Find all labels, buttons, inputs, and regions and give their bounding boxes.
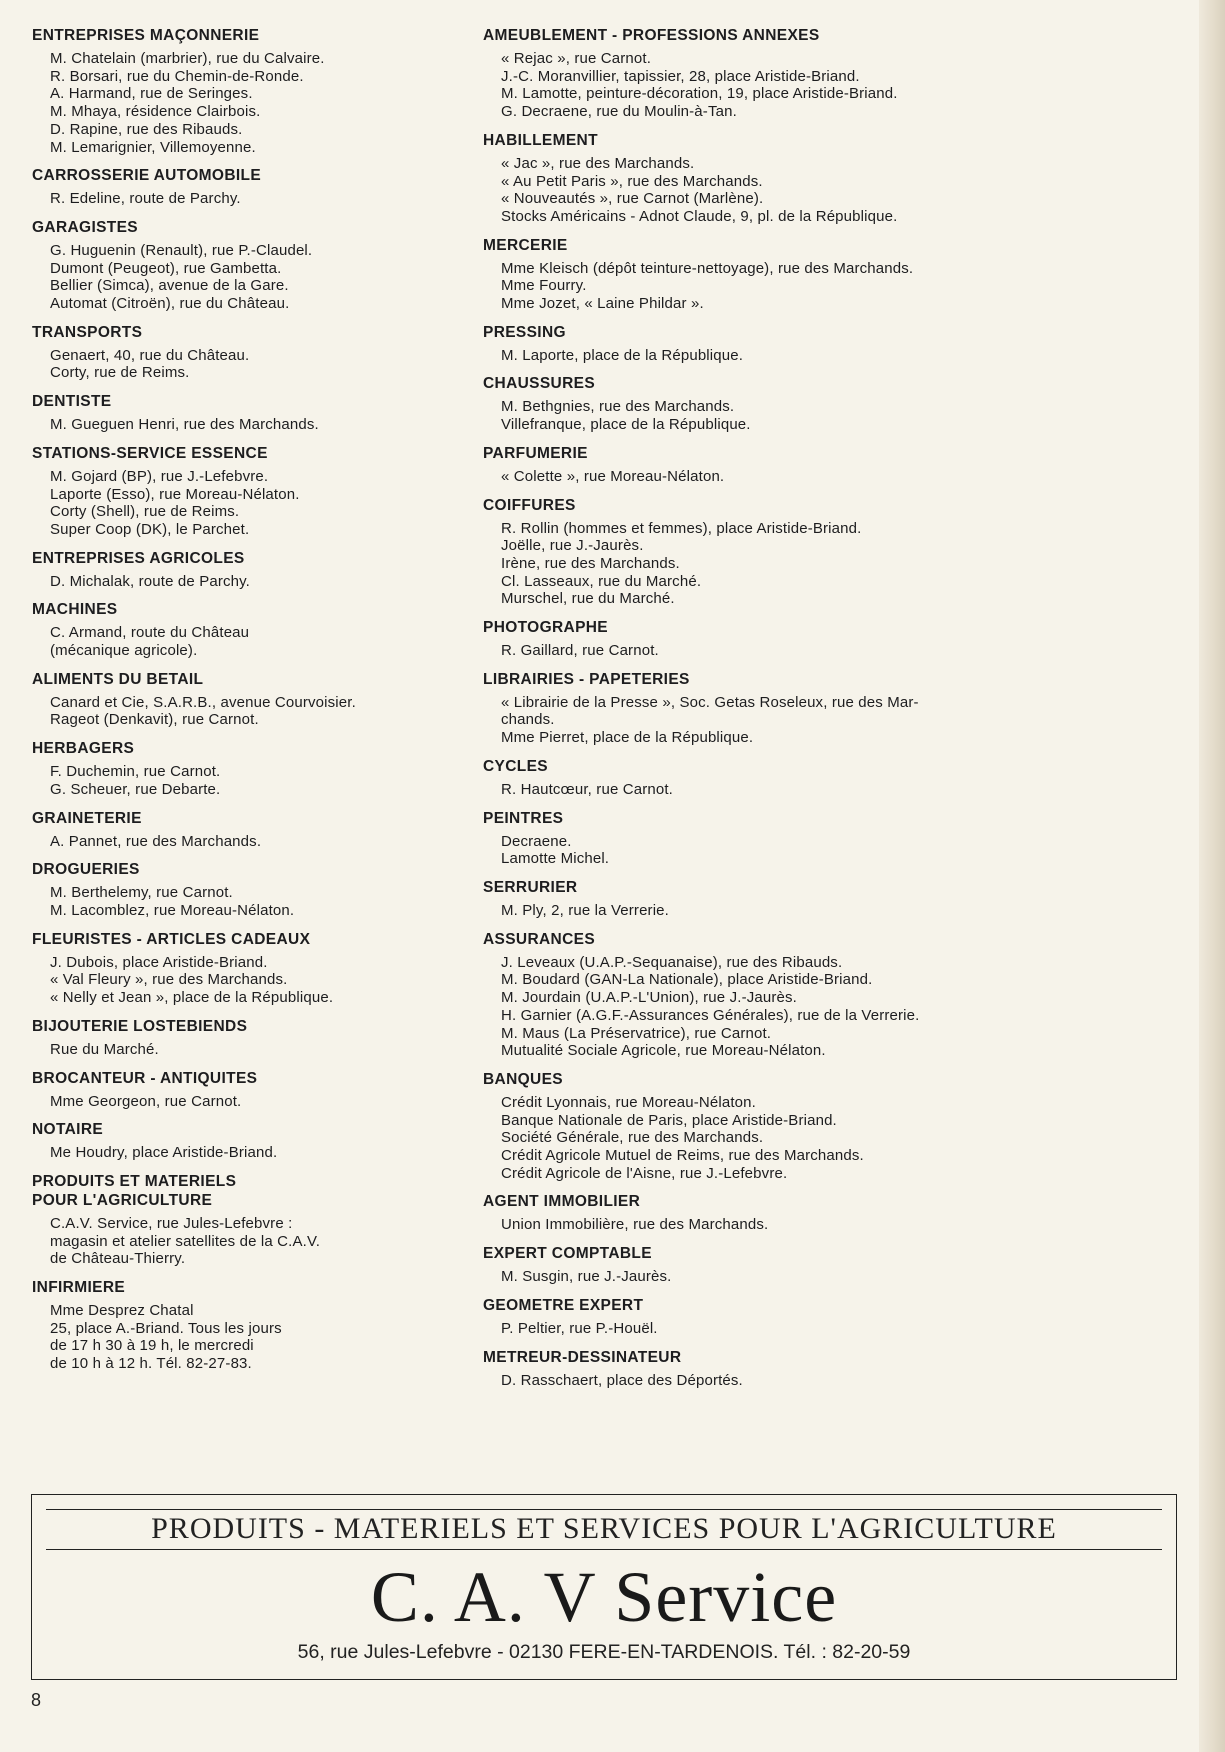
directory-entry: de 17 h 30 à 19 h, le mercredi [50,1337,254,1355]
directory-entry: G. Huguenin (Renault), rue P.-Claudel. [50,241,313,259]
section-entries [483,902,1043,920]
directory-entry: M. Jourdain (U.A.P.-L'Union), rue J.-Jaurès. [501,989,797,1007]
directory-section [32,600,452,659]
directory-entry: « Au Petit Paris », rue des Marchands. [501,172,763,190]
directory-entry: Mme Kleisch (dépôt teinture-nettoyage), rue des Marchands. [501,259,914,277]
directory-entry: M. Lacomblez, rue Moreau-Nélaton. [50,901,295,919]
directory-entry: « Nelly et Jean », place de la République. [50,989,334,1007]
section-heading: AGENT IMMOBILIER [483,1193,641,1211]
directory-entry: M. Laporte, place de la République. [501,346,744,364]
directory-entry: « Nouveautés », rue Carnot (Marlène). [501,190,764,208]
directory-section [32,392,452,434]
section-heading: COIFFURES [483,496,576,514]
directory-entry: Mme Georgeon, rue Carnot. [50,1092,242,1110]
directory-entry: « Jac », rue des Marchands. [501,154,695,172]
advert-title-rule [46,1549,1162,1550]
directory-section [483,374,1043,433]
directory-section [32,1172,452,1268]
section-entries [32,347,452,382]
page-edge [1199,0,1225,1752]
directory-entry: M. Gueguen Henri, rue des Marchands. [50,416,319,434]
section-entries [483,642,1043,660]
section-heading: TRANSPORTS [32,323,143,341]
directory-entry: Villefranque, place de la République. [501,416,751,434]
directory-entry: C.A.V. Service, rue Jules-Lefebvre : [50,1214,293,1232]
right-column [483,26,1043,1399]
directory-entry: Canard et Cie, S.A.R.B., avenue Courvoisier. [50,693,356,711]
section-heading: EXPERT COMPTABLE [483,1245,652,1263]
section-entries [483,1094,1043,1183]
section-entries [483,50,1043,121]
directory-entry: R. Gaillard, rue Carnot. [501,642,659,660]
section-heading: PEINTRES [483,809,564,827]
directory-entry: M. Susgin, rue J.-Jaurès. [501,1268,672,1286]
directory-entry: C. Armand, route du Château [50,624,250,642]
directory-section [483,670,1043,747]
directory-entry: Me Houdry, place Aristide-Briand. [50,1144,278,1162]
section-heading: INFIRMIERE [32,1279,126,1297]
directory-entry: (mécanique agricole). [50,642,198,660]
directory-section [483,1296,1043,1338]
directory-entry: J. Dubois, place Aristide-Briand. [50,953,268,971]
section-heading: ENTREPRISES MAÇONNERIE [32,27,260,44]
section-entries [32,884,452,919]
directory-entry: A. Pannet, rue des Marchands. [50,832,262,850]
directory-entry: Corty (Shell), rue de Reims. [50,503,240,521]
directory-section [32,444,452,539]
directory-section [32,1069,452,1111]
directory-section [483,444,1043,486]
directory-section [483,323,1043,365]
advert-address: 56, rue Jules-Lefebvre - 02130 FERE-EN-TARDENOIS. Tél. : 82-20-59 [297,1641,911,1663]
directory-entry: Crédit Agricole de l'Aisne, rue J.-Lefebvre. [501,1164,788,1182]
section-heading: BIJOUTERIE LOSTEBIENDS [32,1017,248,1035]
directory-entry: H. Garnier (A.G.F.-Assurances Générales), rue de la Verrerie. [501,1006,920,1024]
directory-entry: Cl. Lasseaux, rue du Marché. [501,572,702,590]
directory-section [32,218,452,313]
directory-entry: Murschel, rue du Marché. [501,590,675,608]
directory-entry: D. Michalak, route de Parchy. [50,572,250,590]
directory-section [32,930,452,1007]
directory-entry: Crédit Lyonnais, rue Moreau-Nélaton. [501,1093,756,1111]
directory-entry: « Rejac », rue Carnot. [501,50,652,67]
advert-brand: C. A. V Service [370,1557,838,1637]
directory-entry: Genaert, 40, rue du Château. [50,346,250,364]
section-heading: PRODUITS ET MATERIELS POUR L'AGRICULTURE [32,1172,237,1209]
directory-entry: R. Rollin (hommes et femmes), place Aristide-Briand. [501,519,862,537]
directory-entry: Super Coop (DK), le Parchet. [50,520,250,538]
directory-entry: Mme Jozet, « Laine Phildar ». [501,295,704,313]
directory-entry: M. Gojard (BP), rue J.-Lefebvre. [50,467,269,485]
section-heading: ASSURANCES [483,930,596,948]
directory-entry: D. Rapine, rue des Ribauds. [50,120,243,138]
directory-entry: de Château-Thierry. [50,1250,186,1268]
section-entries [32,954,452,1007]
section-heading: HERBAGERS [32,740,135,758]
section-heading: GARAGISTES [32,218,138,236]
directory-section [483,618,1043,660]
section-heading: CHAUSSURES [483,375,596,393]
directory-entry: Corty, rue de Reims. [50,364,190,382]
section-heading: FLEURISTES - ARTICLES CADEAUX [32,930,311,948]
section-entries [483,1372,1043,1390]
directory-entry: Lamotte Michel. [501,850,610,868]
directory-entry: Mme Fourry. [501,277,587,295]
section-heading: NOTAIRE [32,1121,104,1139]
directory-section [483,236,1043,313]
section-heading: CYCLES [483,757,548,775]
directory-section [32,549,452,591]
directory-section [32,860,452,919]
directory-entry: R. Borsari, rue du Chemin-de-Ronde. [50,67,304,85]
directory-section [483,878,1043,920]
directory-entry: A. Harmand, rue de Seringes. [50,85,253,103]
directory-entry: 25, place A.-Briand. Tous les jours [50,1319,282,1337]
section-entries [32,416,452,434]
directory-entry: P. Peltier, rue P.-Houël. [501,1319,658,1337]
section-entries [483,155,1043,226]
directory-entry: Rageot (Denkavit), rue Carnot. [50,711,259,729]
directory-section [32,26,452,156]
section-heading: LIBRAIRIES - PAPETERIES [483,670,690,688]
section-entries [32,624,452,659]
directory-section [483,1244,1043,1286]
directory-entry: Decraene. [501,832,572,850]
directory-entry: M. Maus (La Préservatrice), rue Carnot. [501,1024,772,1042]
section-entries [32,763,452,798]
section-entries [483,260,1043,313]
directory-entry: Banque Nationale de Paris, place Aristide-Briand. [501,1111,837,1129]
directory-entry: Société Générale, rue des Marchands. [501,1129,764,1147]
section-entries [32,1215,452,1268]
directory-entry: G. Decraene, rue du Moulin-à-Tan. [501,103,737,121]
directory-entry: M. Chatelain (marbrier), rue du Calvaire. [50,50,325,67]
directory-entry: Joëlle, rue J.-Jaurès. [501,537,644,555]
section-heading: PHOTOGRAPHE [483,619,608,637]
section-heading: SERRURIER [483,878,578,896]
section-heading: MERCERIE [483,236,568,254]
section-entries [483,781,1043,799]
directory-section [32,809,452,851]
directory-entry: Mutualité Sociale Agricole, rue Moreau-Nélaton. [501,1042,826,1060]
directory-entry: D. Rasschaert, place des Déportés. [501,1371,743,1389]
section-entries [32,1093,452,1111]
directory-entry: M. Lamotte, peinture-décoration, 19, place Aristide-Briand. [501,85,898,103]
directory-entry: J. Leveaux (U.A.P.-Sequanaise), rue des Ribauds. [501,953,843,971]
section-entries [32,190,452,208]
directory-section [483,1348,1043,1390]
section-entries [483,1216,1043,1234]
directory-entry: Mme Pierret, place de la République. [501,729,754,747]
section-entries [483,520,1043,609]
directory-entry: magasin et atelier satellites de la C.A.V. [50,1232,321,1250]
section-entries [483,1268,1043,1286]
section-heading: BROCANTEUR - ANTIQUITES [32,1069,258,1087]
section-heading: ENTREPRISES AGRICOLES [32,549,245,567]
directory-entry: Mme Desprez Chatal [50,1302,194,1320]
directory-entry: J.-C. Moranvillier, tapissier, 28, place Aristide-Briand. [501,67,860,85]
directory-entry: Crédit Agricole Mutuel de Reims, rue des Marchands. [501,1147,864,1165]
directory-entry: Dumont (Peugeot), rue Gambetta. [50,259,282,277]
section-heading: DROGUERIES [32,861,140,879]
section-entries [32,50,452,156]
section-heading: ALIMENTS DU BETAIL [32,670,204,688]
directory-section [483,131,1043,226]
section-heading: HABILLEMENT [483,131,598,149]
directory-entry: R. Edeline, route de Parchy. [50,190,241,208]
directory-section [483,496,1043,609]
directory-entry: Stocks Américains - Adnot Claude, 9, pl. de la République. [501,207,898,225]
section-heading: GRAINETERIE [32,809,142,827]
section-entries [32,833,452,851]
directory-entry: R. Hautcœur, rue Carnot. [501,780,673,798]
directory-entry: chands. [501,711,555,729]
section-entries [483,1320,1043,1338]
section-entries [483,954,1043,1060]
directory-entry: F. Duchemin, rue Carnot. [50,763,221,781]
section-heading: BANQUES [483,1070,563,1088]
section-entries [32,1041,452,1059]
directory-section [483,1192,1043,1234]
directory-section [483,1070,1043,1183]
section-entries [32,468,452,539]
advertisement-box [31,1494,1177,1680]
directory-entry: M. Bethgnies, rue des Marchands. [501,398,735,416]
section-heading: AMEUBLEMENT - PROFESSIONS ANNEXES [483,27,820,44]
directory-section [483,757,1043,799]
directory-entry: « Librairie de la Presse », Soc. Getas Roseleux, rue des Mar- [501,693,919,711]
section-entries [32,1302,452,1373]
directory-section [32,1120,452,1162]
directory-entry: Bellier (Simca), avenue de la Gare. [50,277,289,295]
left-column [32,26,452,1383]
section-heading: GEOMETRE EXPERT [483,1296,644,1314]
directory-entry: Automat (Citroën), rue du Château. [50,295,290,313]
directory-section [32,166,452,208]
advert-title: PRODUITS - MATERIELS ET SERVICES POUR L'AGRICULTURE [151,1512,1057,1545]
section-entries [483,347,1043,365]
section-entries [483,833,1043,868]
directory-entry: « Val Fleury », rue des Marchands. [50,971,288,989]
section-heading: PRESSING [483,323,566,341]
section-entries [483,694,1043,747]
directory-entry: de 10 h à 12 h. Tél. 82-27-83. [50,1355,252,1373]
directory-entry: M. Berthelemy, rue Carnot. [50,884,233,902]
page-number: 8 [31,1690,42,1710]
section-heading: PARFUMERIE [483,444,588,462]
directory-entry: Rue du Marché. [50,1040,159,1058]
section-entries [32,1144,452,1162]
directory-entry: Irène, rue des Marchands. [501,554,680,572]
section-entries [483,468,1043,486]
section-entries [32,573,452,591]
directory-entry: M. Lemarignier, Villemoyenne. [50,138,256,156]
directory-entry: Laporte (Esso), rue Moreau-Nélaton. [50,485,300,503]
section-heading: DENTISTE [32,393,112,411]
section-entries [483,398,1043,433]
directory-entry: M. Ply, 2, rue la Verrerie. [501,901,669,919]
directory-entry: M. Mhaya, résidence Clairbois. [50,103,261,121]
directory-section [32,1278,452,1373]
section-heading: STATIONS-SERVICE ESSENCE [32,444,268,462]
section-heading: MACHINES [32,601,118,619]
section-entries [32,694,452,729]
directory-entry: « Colette », rue Moreau-Nélaton. [501,467,725,485]
directory-section [483,930,1043,1060]
directory-entry: M. Boudard (GAN-La Nationale), place Aristide-Briand. [501,971,873,989]
directory-entry: Union Immobilière, rue des Marchands. [501,1216,769,1234]
section-heading: METREUR-DESSINATEUR [483,1348,682,1366]
directory-section [32,323,452,382]
directory-section [32,1017,452,1059]
directory-section [483,809,1043,868]
directory-section [32,670,452,729]
section-heading: CARROSSERIE AUTOMOBILE [32,167,262,185]
section-entries [32,242,452,313]
directory-section [483,26,1043,121]
directory-section [32,739,452,798]
directory-entry: G. Scheuer, rue Debarte. [50,780,221,798]
